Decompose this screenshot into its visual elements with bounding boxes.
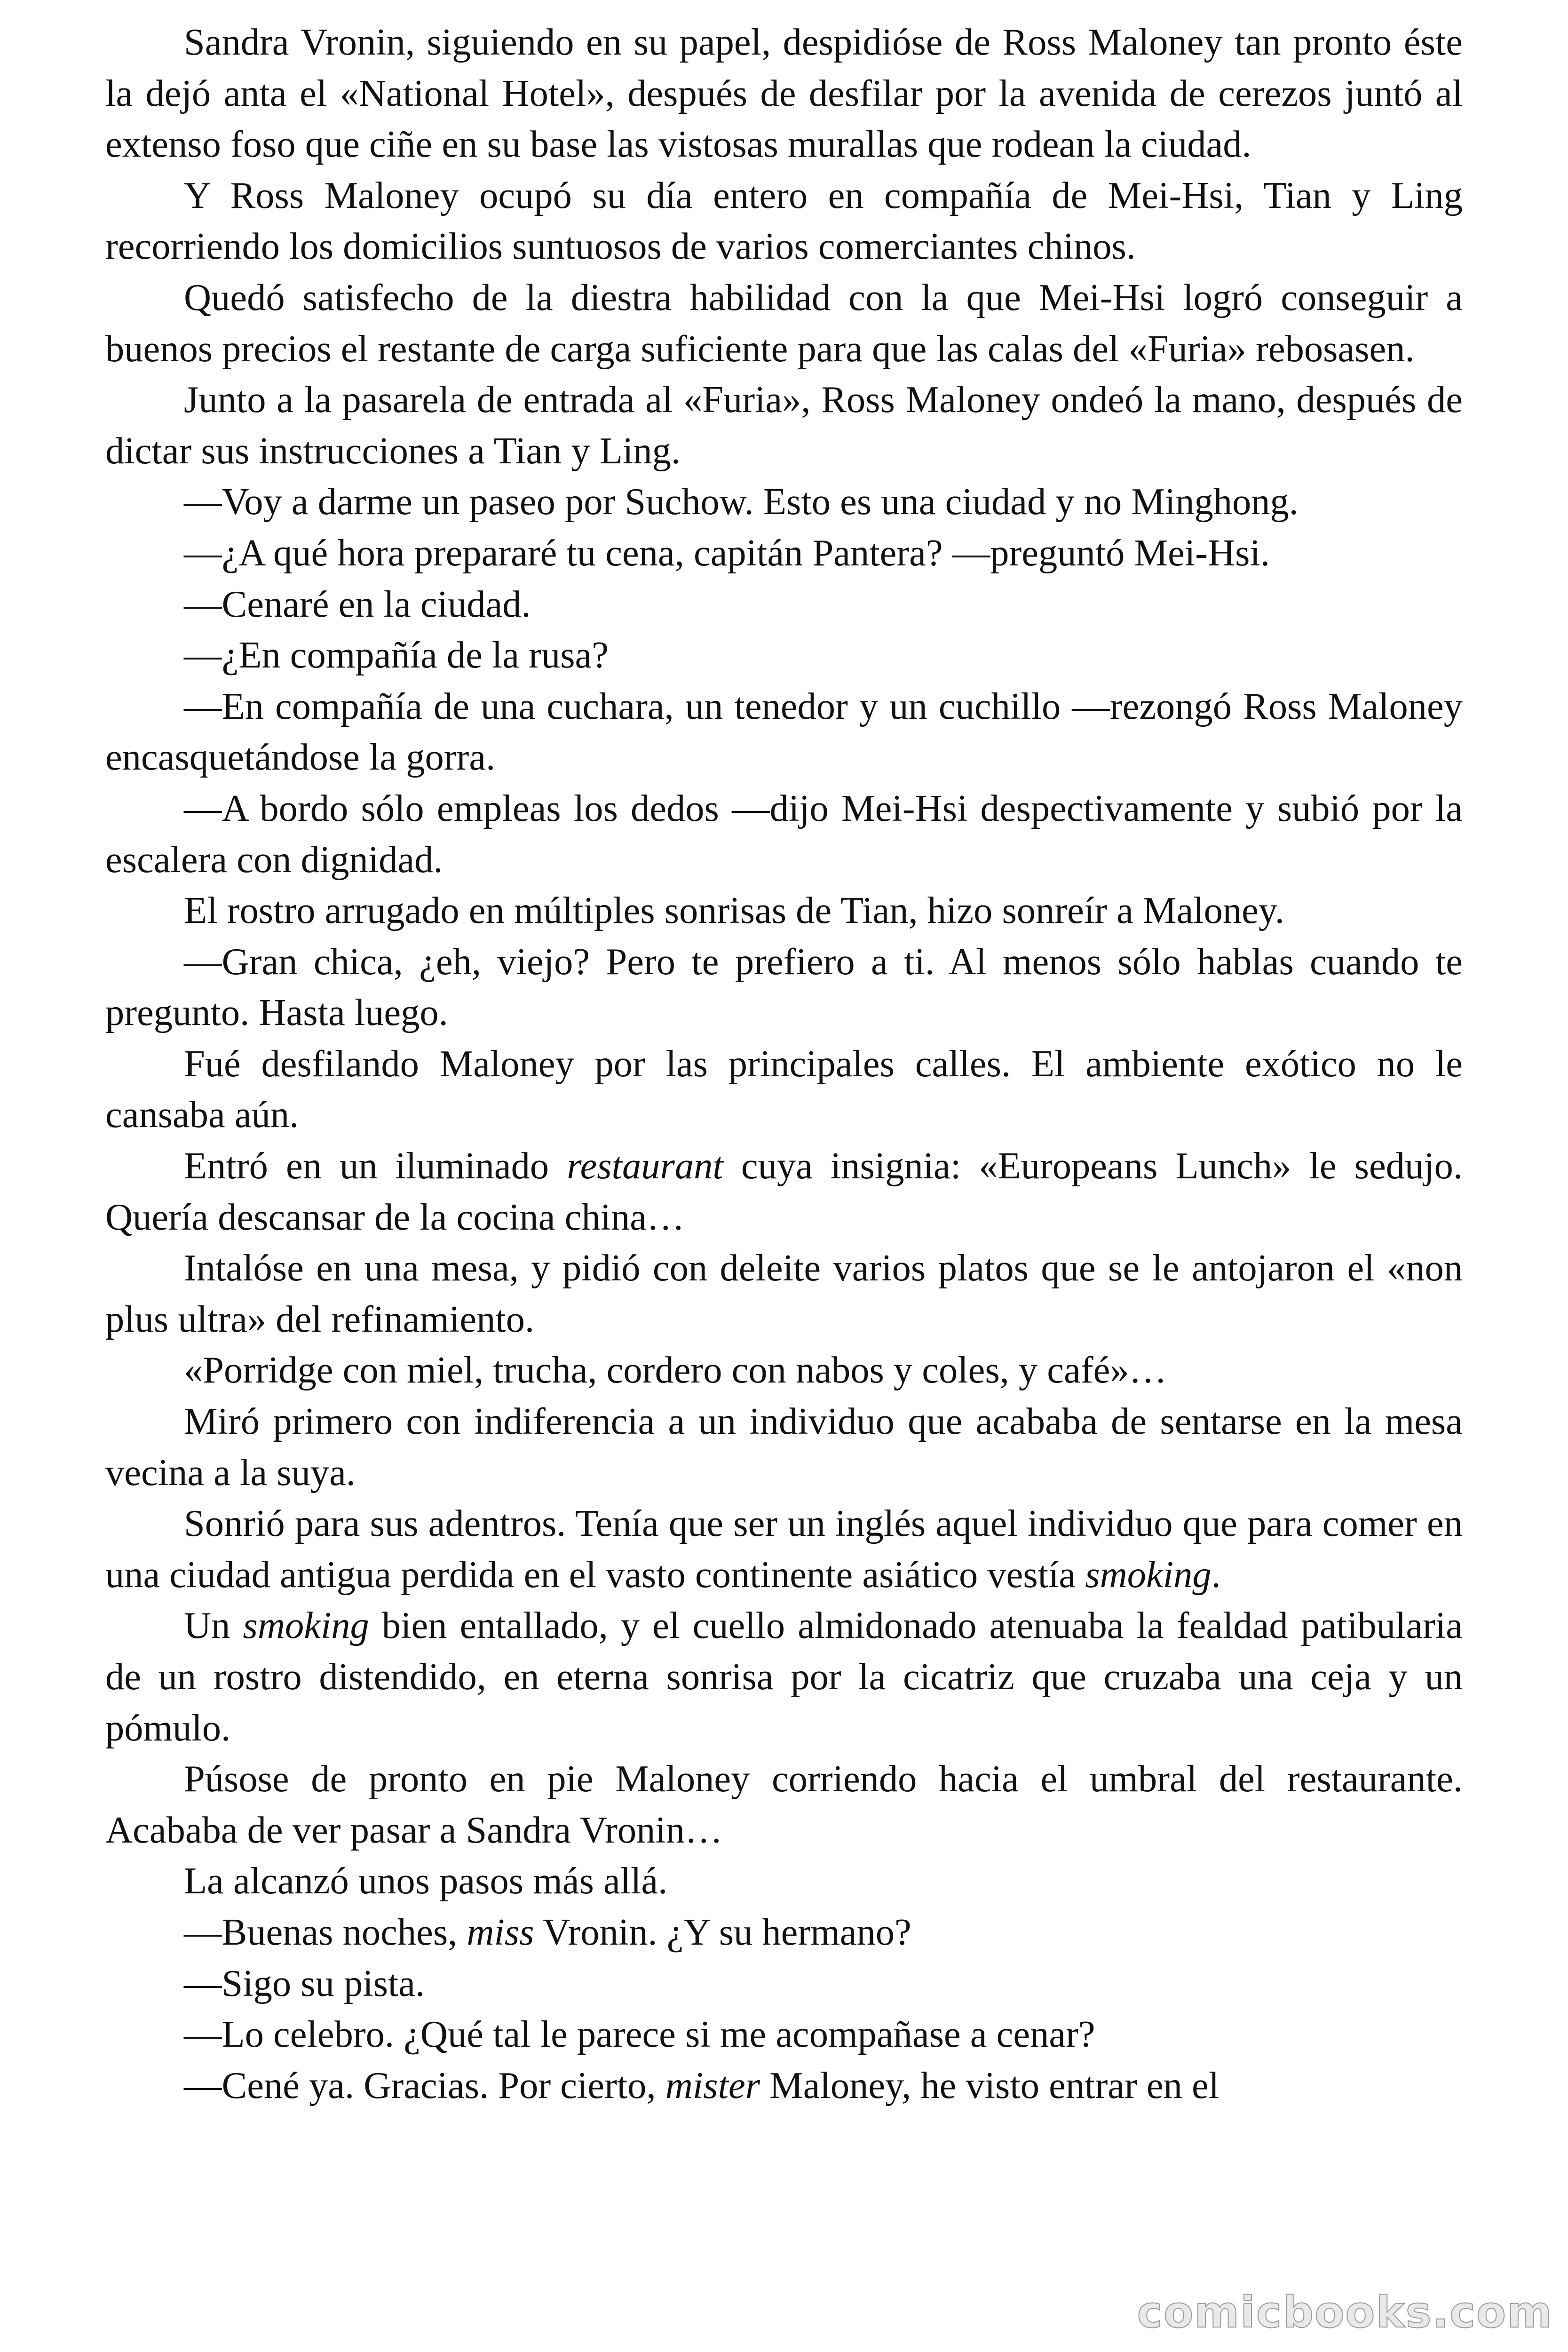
text-run: —Cené ya. Gracias. Por cierto, xyxy=(184,2064,665,2106)
text-run: Entró en un iluminado xyxy=(184,1145,567,1187)
paragraph xyxy=(105,1600,1463,1754)
paragraph xyxy=(105,681,1463,783)
paragraph xyxy=(105,2009,1463,2060)
paragraph xyxy=(105,630,1463,681)
text-run: —¿A qué hora prepararé tu cena, capitán Pantera? —preguntó Mei-Hsi. xyxy=(184,532,1270,574)
text-run: Fué desfilando Maloney por las principales calles. El ambiente exótico no le cansaba aún. xyxy=(105,1042,1463,1136)
paragraph xyxy=(105,1856,1463,1907)
paragraph xyxy=(105,477,1463,528)
text-run: bien entallado, y el cuello almidonado atenuaba la fealdad patibularia de un rostro distendido, en eterna sonrisa por la cicatriz que cruzaba una ceja y un pómulo. xyxy=(105,1605,1463,1749)
text-run: . xyxy=(1211,1553,1221,1596)
paragraph xyxy=(105,272,1463,374)
text-run: «Porridge con miel, trucha, cordero con nabos y coles, y café»… xyxy=(184,1349,1167,1391)
paragraph xyxy=(105,1039,1463,1141)
paragraph xyxy=(105,1958,1463,2010)
text-run: Junto a la pasarela de entrada al «Furia», Ross Maloney ondeó la mano, después de dictar sus instrucciones a Tian y Ling. xyxy=(105,379,1463,472)
text-run: —A bordo sólo empleas los dedos —dijo Mei-Hsi despectivamente y subió por la escalera con dignidad. xyxy=(105,787,1463,881)
text-run: Vronin. ¿Y su hermano? xyxy=(534,1911,911,1953)
text-run: Miró primero con indiferencia a un individuo que acababa de sentarse en la mesa vecina a la suya. xyxy=(105,1400,1463,1494)
text-run: —En compañía de una cuchara, un tenedor y un cuchillo —rezongó Ross Maloney encasquetándose la gorra. xyxy=(105,685,1463,779)
italic-text: smoking xyxy=(1085,1553,1212,1596)
text-run: Quedó satisfecho de la diestra habilidad con la que Mei-Hsi logró conseguir a buenos precios el restante de carga suficiente para que las calas del «Furia» rebosasen. xyxy=(105,276,1463,370)
text-run: —Sigo su pista. xyxy=(184,1962,425,2004)
text-run: Sonrió para sus adentros. Tenía que ser un inglés aquel individuo que para comer en una ciudad antigua perdida en el vasto continente asiático vestía xyxy=(105,1502,1463,1596)
paragraph xyxy=(105,17,1463,170)
italic-text: restaurant xyxy=(567,1145,723,1187)
text-run: Un xyxy=(184,1605,243,1647)
text-run: —Gran chica, ¿eh, viejo? Pero te prefiero a ti. Al menos sólo hablas cuando te pregunto. Hasta luego. xyxy=(105,940,1463,1034)
text-run: —Lo celebro. ¿Qué tal le parece si me acompañase a cenar? xyxy=(184,2013,1095,2056)
paragraph xyxy=(105,579,1463,630)
text-run: Y Ross Maloney ocupó su día entero en compañía de Mei-Hsi, Tian y Ling recorriendo los domicilios suntuosos de varios comerciantes chinos. xyxy=(105,174,1463,268)
paragraph xyxy=(105,1345,1463,1396)
paragraph xyxy=(105,1141,1463,1243)
text-run: —Cenaré en la ciudad. xyxy=(184,583,531,625)
italic-text: mister xyxy=(665,2064,760,2106)
text-run: Intalóse en una mesa, y pidió con deleite varios platos que se le antojaron el «non plus ultra» del refinamiento. xyxy=(105,1247,1463,1340)
paragraph xyxy=(105,1243,1463,1345)
paragraph xyxy=(105,2060,1463,2112)
text-run: cuya insignia: «Europeans Lunch» le sedujo. Quería descansar de la cocina china… xyxy=(105,1145,1463,1238)
paragraph xyxy=(105,1907,1463,1958)
text-run: —Voy a darme un paseo por Suchow. Esto es una ciudad y no Minghong. xyxy=(184,481,1299,523)
text-run: Sandra Vronin, siguiendo en su papel, despidióse de Ross Maloney tan pronto éste la dejó anta el «National Hotel», después de desfilar por la avenida de cerezos juntó al extenso foso que ciñe en su base las vistosas murallas que rodean la ciudad. xyxy=(105,21,1463,166)
paragraph xyxy=(105,885,1463,937)
paragraph xyxy=(105,1498,1463,1600)
text-run: Maloney, he visto entrar en el xyxy=(760,2064,1220,2106)
paragraph xyxy=(105,170,1463,272)
watermark: comicbooks.com xyxy=(1137,2287,1553,2337)
paragraph xyxy=(105,783,1463,885)
text-run: —Buenas noches, xyxy=(184,1911,467,1953)
text-run: La alcanzó unos pasos más allá. xyxy=(184,1860,668,1902)
text-run: —¿En compañía de la rusa? xyxy=(184,634,609,676)
text-run: El rostro arrugado en múltiples sonrisas de Tian, hizo sonreír a Maloney. xyxy=(184,890,1285,932)
italic-text: smoking xyxy=(243,1605,369,1647)
book-page-text xyxy=(105,17,1463,2111)
paragraph xyxy=(105,1396,1463,1498)
paragraph xyxy=(105,1754,1463,1856)
italic-text: miss xyxy=(467,1911,534,1953)
paragraph xyxy=(105,374,1463,477)
text-run: Púsose de pronto en pie Maloney corriendo hacia el umbral del restaurante. Acababa de ver pasar a Sandra Vronin… xyxy=(105,1758,1463,1851)
paragraph xyxy=(105,937,1463,1039)
paragraph xyxy=(105,528,1463,579)
